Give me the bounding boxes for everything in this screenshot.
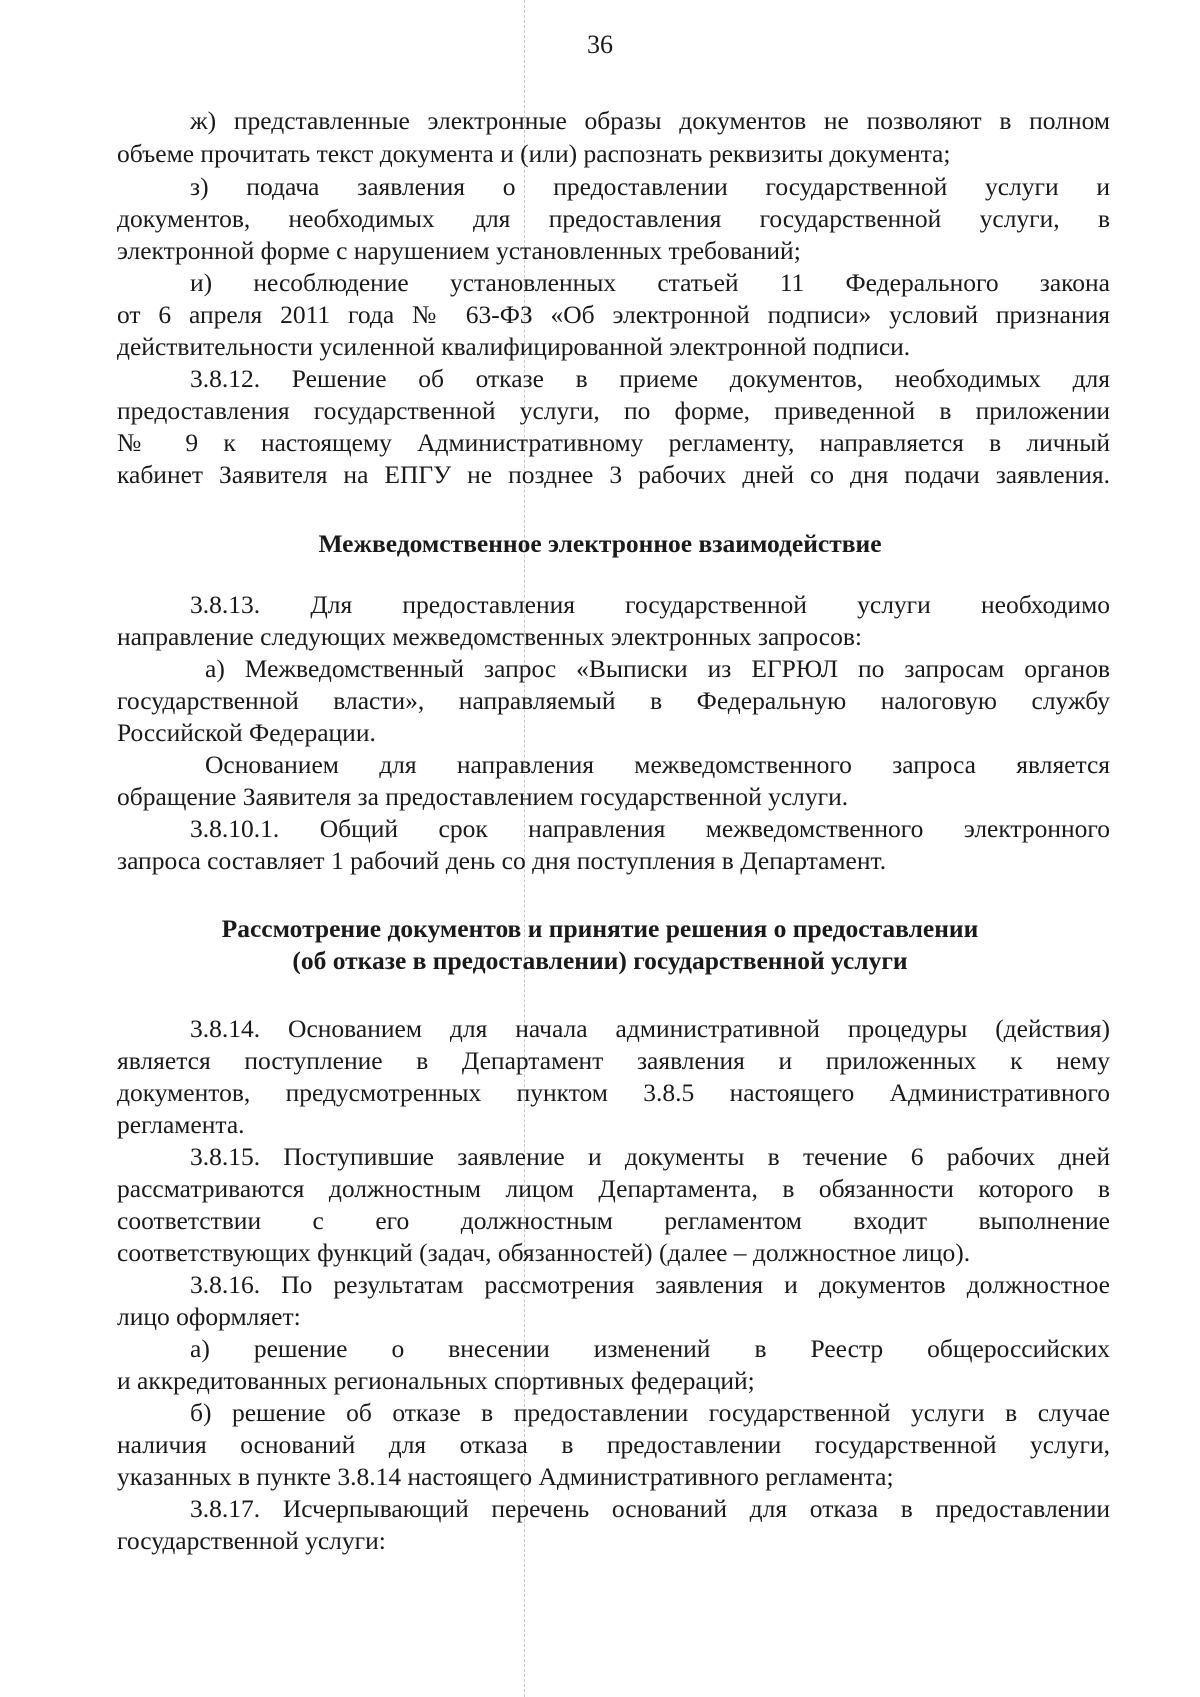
- text-line: Российской Федерации.: [117, 718, 376, 747]
- text-line: и аккредитованных региональных спортивных федераций;: [117, 1366, 755, 1395]
- section-heading: Межведомственное электронное взаимодействие: [318, 529, 882, 558]
- text-line: 3.8.16. По результатам рассмотрения заявления и документов должностное: [190, 1270, 1110, 1299]
- text-line: лицо оформляет:: [117, 1302, 301, 1331]
- text-line: от 6 апреля 2011 года № 63-ФЗ «Об электронной подписи» условий признания: [117, 300, 1110, 329]
- text-line: 3.8.12. Решение об отказе в приеме документов, необходимых для: [190, 364, 1110, 393]
- text-line: является поступление в Департамент заявления и приложенных к нему: [117, 1046, 1110, 1075]
- text-line: а) Межведомственный запрос «Выписки из ЕГРЮЛ по запросам органов: [205, 654, 1110, 683]
- text-line: предоставления государственной услуги, по форме, приведенной в приложении: [117, 396, 1110, 425]
- text-line: Основанием для направления межведомственного запроса является: [205, 750, 1110, 779]
- text-line: 3.8.13. Для предоставления государственной услуги необходимо: [190, 590, 1110, 619]
- text-line: наличия оснований для отказа в предоставлении государственной услуги,: [117, 1430, 1110, 1459]
- text-line: з) подача заявления о предоставлении государственной услуги и: [190, 172, 1110, 201]
- text-line: 3.8.15. Поступившие заявление и документы в течение 6 рабочих дней: [190, 1142, 1110, 1171]
- text-line: государственной услуги:: [117, 1526, 386, 1555]
- text-line: указанных в пункте 3.8.14 настоящего Административного регламента;: [117, 1462, 894, 1491]
- text-line: государственной власти», направляемый в Федеральную налоговую службу: [117, 686, 1110, 715]
- text-line: 3.8.14. Основанием для начала административной процедуры (действия): [190, 1014, 1110, 1043]
- text-line: соответствии с его должностным регламентом входит выполнение: [117, 1206, 1110, 1235]
- text-line: рассматриваются должностным лицом Департамента, в обязанности которого в: [117, 1174, 1110, 1203]
- section-heading: (об отказе в предоставлении) государственной услуги: [292, 946, 908, 975]
- text-line: направление следующих межведомственных электронных запросов:: [117, 622, 862, 651]
- text-line: запроса составляет 1 рабочий день со дня поступления в Департамент.: [117, 846, 887, 875]
- section-heading: Рассмотрение документов и принятие решения о предоставлении: [221, 914, 979, 943]
- text-line: электронной форме с нарушением установленных требований;: [117, 236, 801, 265]
- text-line: соответствующих функций (задач, обязанностей) (далее – должностное лицо).: [117, 1238, 971, 1267]
- text-line: ж) представленные электронные образы документов не позволяют в полном: [190, 106, 1110, 135]
- text-line: № 9 к настоящему Административному регламенту, направляется в личный: [117, 428, 1110, 457]
- page-number: 36: [587, 30, 613, 59]
- text-line: действительности усиленной квалифицированной электронной подписи.: [117, 332, 911, 361]
- text-line: документов, необходимых для предоставления государственной услуги, в: [117, 204, 1110, 233]
- text-line: б) решение об отказе в предоставлении государственной услуги в случае: [190, 1398, 1110, 1427]
- text-line: регламента.: [117, 1110, 245, 1139]
- text-line: 3.8.17. Исчерпывающий перечень оснований для отказа в предоставлении: [190, 1494, 1110, 1523]
- text-line: объеме прочитать текст документа и (или) распознать реквизиты документа;: [117, 139, 951, 168]
- text-line: документов, предусмотренных пунктом 3.8.5 настоящего Административного: [117, 1078, 1110, 1107]
- text-line: и) несоблюдение установленных статьей 11 Федерального закона: [190, 268, 1110, 297]
- text-line: обращение Заявителя за предоставлением государственной услуги.: [117, 782, 849, 811]
- text-line: кабинет Заявителя на ЕПГУ не позднее 3 рабочих дней со дня подачи заявления.: [117, 460, 1110, 489]
- text-line: 3.8.10.1. Общий срок направления межведомственного электронного: [190, 814, 1110, 843]
- text-line: а) решение о внесении изменений в Реестр общероссийских: [190, 1334, 1110, 1363]
